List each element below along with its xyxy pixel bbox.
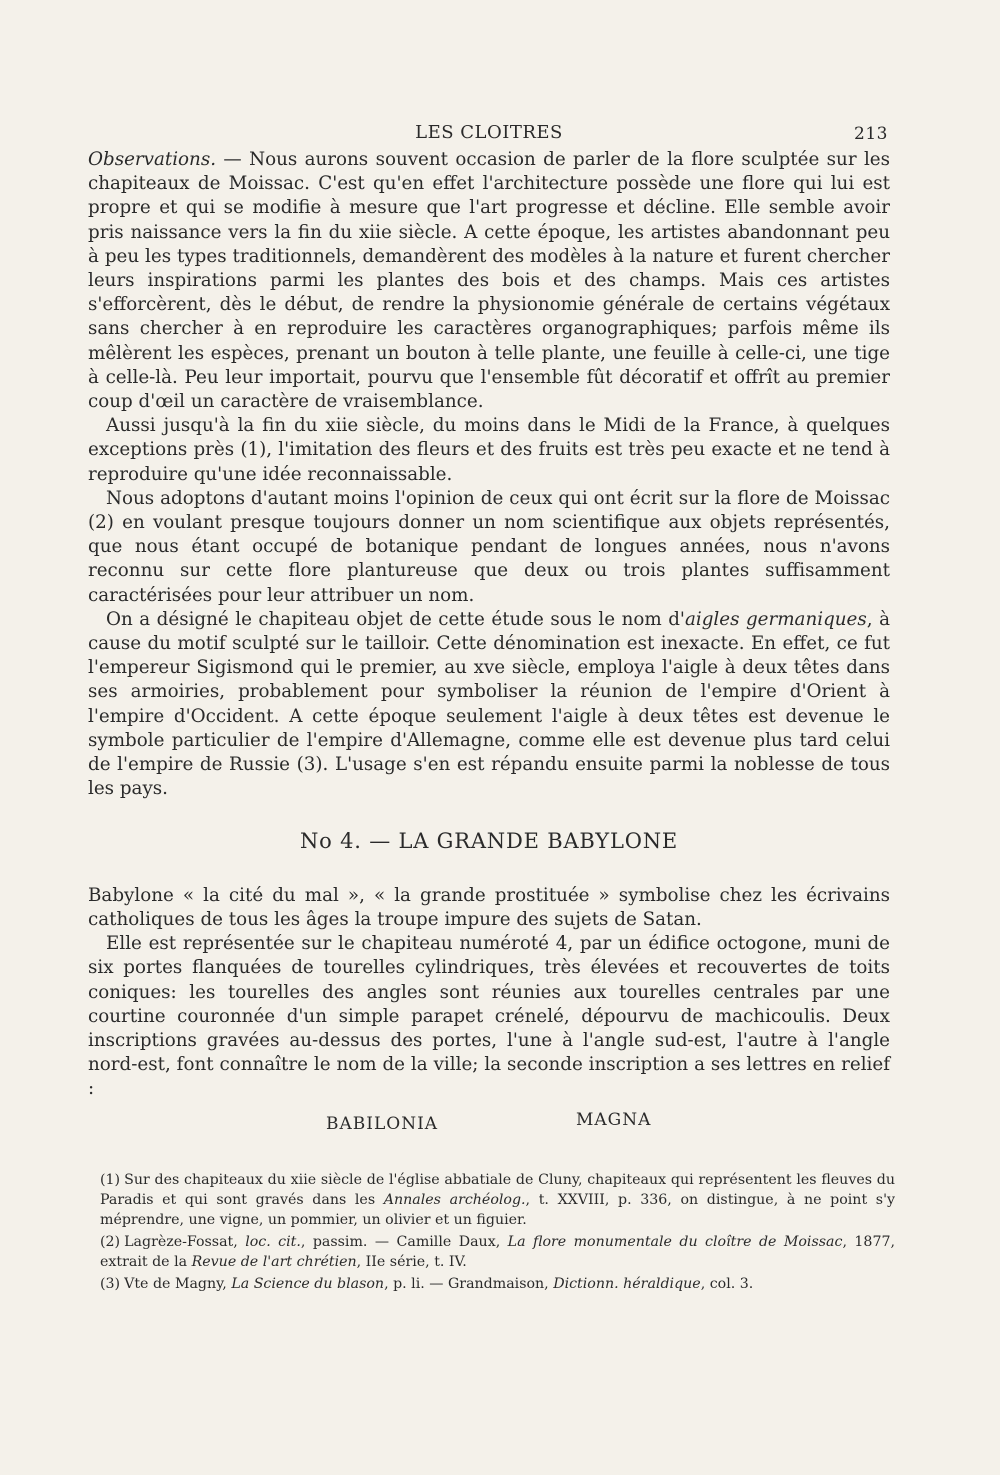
footnote-italic: La Science du blason	[231, 1276, 385, 1292]
inscription-row	[88, 1106, 890, 1138]
footnote-italic: loc. cit.	[245, 1234, 301, 1250]
paragraph: Babylone « la cité du mal », « la grande prostituée » symbolise chez les écrivains catholiques de tous les âges la troupe impure des sujets de Satan.	[88, 884, 890, 930]
footnote-text: , p. li. — Grandmaison,	[384, 1276, 554, 1292]
page	[88, 118, 890, 1138]
paragraph: Nous adoptons d'autant moins l'opinion de ceux qui ont écrit sur la flore de Moissac (2) en voulant presque toujours donner un nom scientifique aux objets représentés, que nous étant occupé de botanique pendant de longues années, nous n'avons reconnu sur cette flore plantureuse que deux ou trois plantes suffisamment caractérisées pour leur attribuer un nom.	[88, 487, 890, 606]
footnote-number: (3)	[100, 1276, 121, 1292]
footnote-text: Sur des chapiteaux du xiie siècle de l'église abbatiale de Cluny, chapiteaux qui représentent les fleuves du Paradis et qui sont gravés dans les	[100, 1172, 895, 1208]
footnote-text: , 1877, extrait de la	[100, 1234, 896, 1270]
footnote-text: , t. XXVIII, p. 336, on distingue, à ne point s'y méprendre, une vigne, un pommier, un olivier et un figuier.	[100, 1192, 895, 1228]
footnotes	[100, 1170, 895, 1296]
paragraph-text: , à cause du motif sculpté sur le tailloir. Cette dénomination est inexacte. En effet, ce fut l'empereur Sigismond qui le premier, au xve siècle, employa l'aigle à deux têtes dans ses armoiries, probablement pour symboliser la réunion de l'empire d'Orient à l'empire d'Occident. A cette époque seulement l'aigle à deux têtes est devenue le symbole particulier de l'empire d'Allemagne, comme elle est devenue plus tard celui de l'empire de Russie (3). L'usage s'en est répandu ensuite parmi la noblesse de tous les pays.	[88, 608, 890, 800]
footnote-italic: La flore monumentale du cloître de Moissac	[507, 1234, 843, 1250]
footnote-2	[100, 1232, 895, 1272]
italic-term: aigles germaniques	[684, 608, 867, 630]
paragraph: Elle est représentée sur le chapiteau numéroté 4, par un édifice octogone, muni de six portes flanquées de tourelles cylindriques, très élevées et recouvertes de toits coniques: les tourelles des angles sont réunies aux tourelles centrales par une courtine couronnée d'un simple parapet crénelé, dépourvu de machicoulis. Deux inscriptions gravées au-dessus des portes, l'une à l'angle sud-est, l'autre à l'angle nord-est, font connaître le nom de la ville; la seconde inscription a ses lettres en relief :	[88, 933, 890, 1100]
footnote-number: (2)	[100, 1234, 121, 1250]
running-title: LES CLOITRES	[415, 122, 563, 143]
paragraph: Aussi jusqu'à la fin du xiie siècle, du moins dans le Midi de la France, à quelques exceptions près (1), l'imitation des fleurs et des fruits est très peu exacte et ne tend à reproduire qu'une idée reconnaissable.	[88, 415, 890, 485]
inscription-magna: MAGNA	[576, 1109, 652, 1130]
paragraph-aigles	[88, 608, 890, 802]
inscription-babilonia: BABILONIA	[326, 1113, 439, 1134]
running-header	[88, 118, 890, 148]
paragraph-text: On a désigné le chapiteau objet de cette étude sous le nom d'	[106, 608, 685, 630]
footnote-italic: Revue de l'art chrétien	[191, 1254, 357, 1270]
footnote-text: Vte de Magny,	[124, 1276, 232, 1292]
section-heading: No 4. — LA GRANDE BABYLONE	[299, 829, 679, 854]
page-number: 213	[854, 124, 888, 144]
footnote-italic: Dictionn. héraldique	[553, 1276, 701, 1292]
footnote-number: (1)	[100, 1172, 121, 1188]
footnote-1	[100, 1170, 895, 1230]
footnote-text: , col. 3.	[700, 1276, 754, 1292]
observations-label: Observations.	[88, 149, 217, 170]
footnote-italic: Annales archéolog.	[383, 1192, 526, 1208]
footnote-text: , passim. — Camille Daux,	[300, 1234, 508, 1250]
paragraph-observations	[88, 148, 890, 414]
main-text	[88, 148, 890, 1138]
paragraph-text: — Nous aurons souvent occasion de parler de la flore sculptée sur les chapiteaux de Moissac. C'est qu'en effet l'architecture possède une flore qui lui est propre et qui se modifie à mesure que l'art progresse et décline. Elle semble avoir pris naissance vers la fin du xiie siècle. A cette époque, les artistes abandonnant peu à peu les types traditionnels, demandèrent des modèles à la nature et furent chercher leurs inspirations parmi les plantes des bois et des champs. Mais ces artistes s'efforcèrent, dès le début, de rendre la physionomie générale de certains végétaux sans chercher à en reproduire les caractères organographiques; parfois même ils mêlèrent les espèces, prenant un bouton à telle plante, une feuille à celle-ci, une tige à celle-là. Peu leur importait, pourvu que l'ensemble fût décoratif et offrît au premier coup d'œil un caractère de vraisemblance.	[88, 149, 890, 413]
footnote-text: , IIe série, t. IV.	[356, 1254, 467, 1270]
footnote-text: Lagrèze-Fossat,	[124, 1234, 246, 1250]
footnote-3	[100, 1274, 895, 1294]
